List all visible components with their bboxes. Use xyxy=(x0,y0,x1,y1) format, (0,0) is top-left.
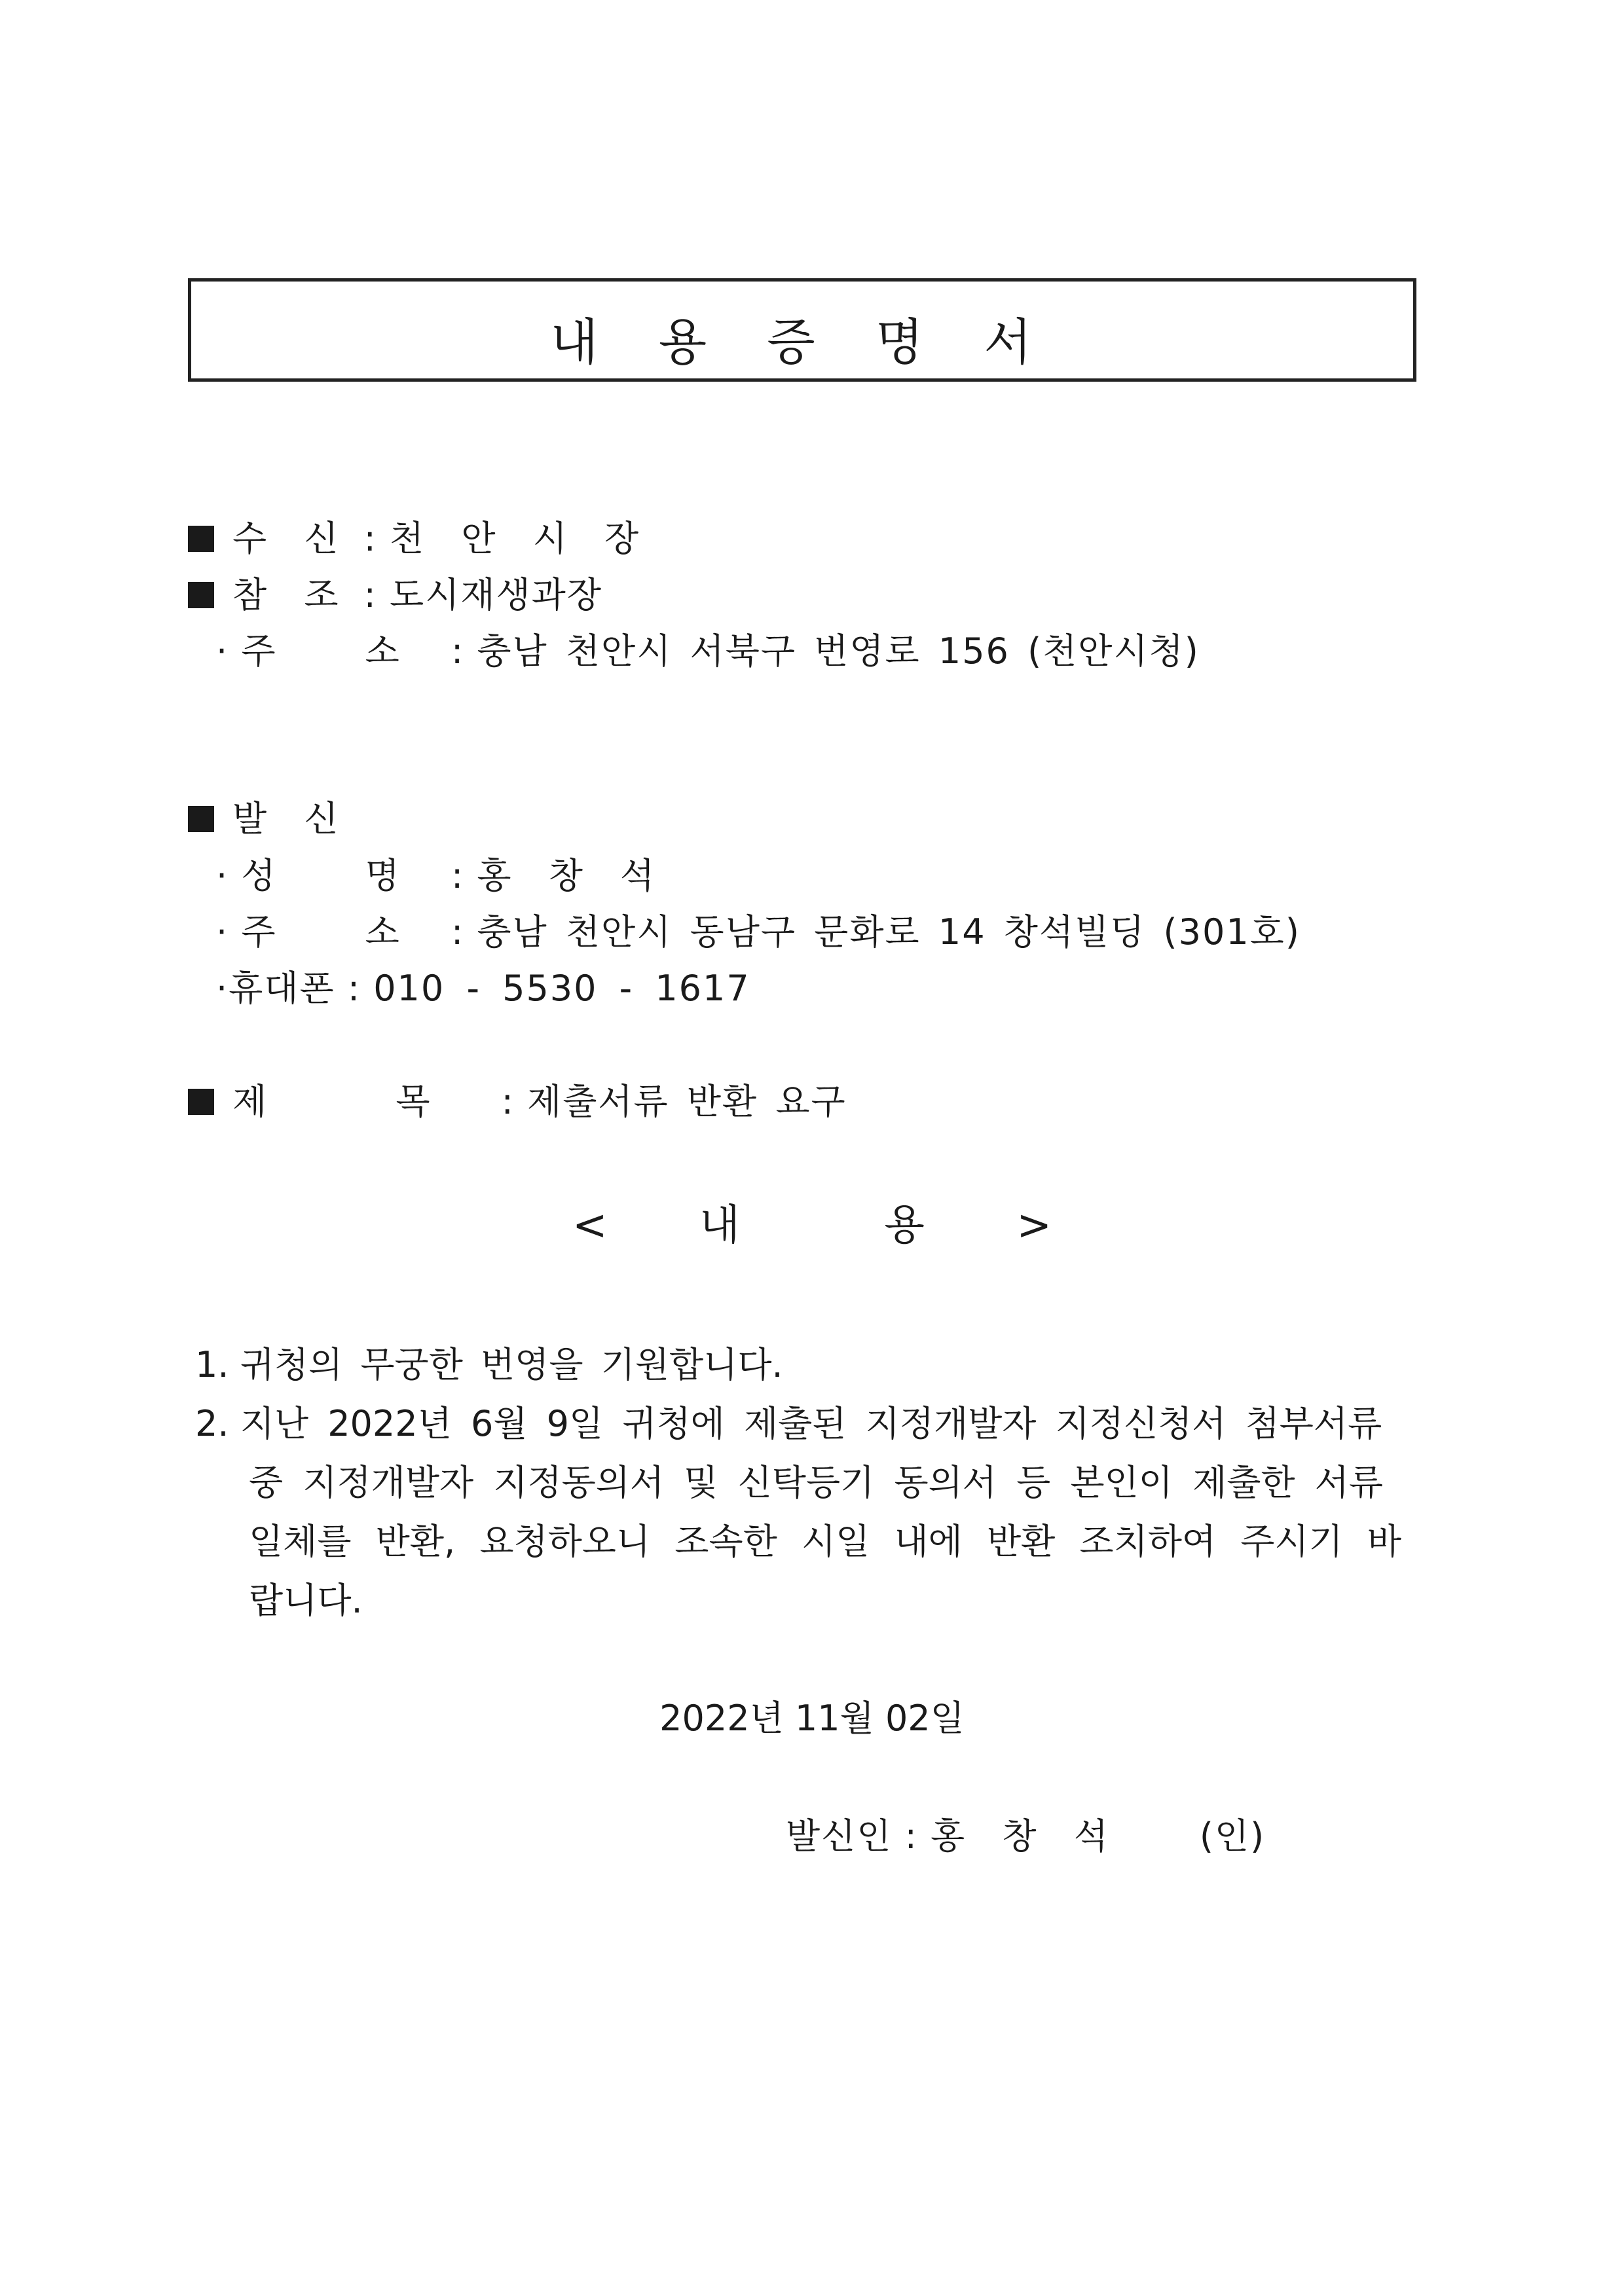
square-bullet-icon xyxy=(188,1089,214,1115)
heading-close: > xyxy=(1016,1201,1052,1250)
sender-address-label: 주 소 xyxy=(241,911,439,953)
square-bullet-icon xyxy=(188,526,214,552)
sender-name-value: 홍 창 석 xyxy=(477,855,668,896)
document-title: 내 용 증 명 서 xyxy=(550,313,1054,371)
heading-open: < xyxy=(572,1201,608,1250)
recipient-address-value: 충남 천안시 서북구 번영로 156 (천안시청) xyxy=(477,630,1200,672)
list-item-2-line-3 xyxy=(249,1512,1401,1571)
sender-address-value: 충남 천안시 동남구 문화로 14 창석빌딩 (301호) xyxy=(477,911,1301,953)
sender-phone-label: 휴대폰 xyxy=(229,968,335,1009)
signature-row: 발신인 : 홍 창 석 (인) xyxy=(786,1815,1266,1857)
subject-row: 제 목 : 제출서류 반환 요구 xyxy=(188,1074,847,1124)
item-number: 2. xyxy=(195,1403,229,1444)
ref-value: 도시재생과장 xyxy=(390,574,603,615)
sender-header: 발 신 xyxy=(232,798,352,839)
sender-name-label: 성 명 xyxy=(241,855,439,896)
middle-dot-icon: · xyxy=(216,855,229,896)
list-item-1 xyxy=(195,1336,783,1394)
to-value: 천 안 시 장 xyxy=(390,518,652,559)
recipient-address-row: · 주 소 : 충남 천안시 서북구 번영로 156 (천안시청) xyxy=(216,623,1200,674)
content-heading xyxy=(0,1192,1624,1252)
heading-word2: 용 xyxy=(884,1201,925,1250)
seal-mark: (인) xyxy=(1199,1815,1266,1857)
heading-word1: 내 xyxy=(699,1201,740,1250)
sender-phone-value: 010 - 5530 - 1617 xyxy=(373,968,750,1009)
list-item-2-line-4 xyxy=(249,1571,363,1630)
sender-name-row: · 성 명 : 홍 창 석 xyxy=(216,848,667,898)
sender-header-row xyxy=(188,791,352,841)
recipient-to-row: 수 신 : 천 안 시 장 xyxy=(188,511,652,561)
document-date: 2022년 11월 02일 xyxy=(659,1698,965,1739)
item-line: 귀청의 무궁한 번영을 기원합니다. xyxy=(240,1344,783,1385)
recipient-address-label: 주 소 xyxy=(241,630,439,672)
item-line: 중 지정개발자 지정동의서 및 신탁등기 동의서 등 본인이 제출한 서류 xyxy=(249,1462,1384,1503)
ref-label: 참 조 xyxy=(232,574,352,615)
list-item-2 xyxy=(195,1394,1382,1453)
square-bullet-icon xyxy=(188,806,214,832)
square-bullet-icon xyxy=(188,582,214,608)
signature-label: 발신인 xyxy=(786,1815,893,1857)
middle-dot-icon: · xyxy=(216,630,229,672)
title-box xyxy=(188,278,1416,382)
signature-name: 홍 창 석 xyxy=(931,1815,1121,1857)
subject-label: 제 목 xyxy=(232,1081,489,1122)
list-item-2-line-2 xyxy=(249,1453,1383,1512)
to-label: 수 신 xyxy=(232,518,352,559)
sender-phone-row: ·휴대폰 : 010 - 5530 - 1617 xyxy=(216,968,750,1009)
item-number: 1. xyxy=(195,1344,229,1385)
middle-dot-icon: · xyxy=(216,968,229,1009)
item-line: 지난 2022년 6월 9일 귀청에 제출된 지정개발자 지정신청서 첨부서류 xyxy=(240,1403,1382,1444)
item-line: 랍니다. xyxy=(249,1580,363,1621)
item-line: 일체를 반환, 요청하오니 조속한 시일 내에 반환 조치하여 주시기 바 xyxy=(249,1521,1402,1562)
middle-dot-icon: · xyxy=(216,911,229,953)
subject-value: 제출서류 반환 요구 xyxy=(527,1081,847,1122)
sender-address-row: · 주 소 : 충남 천안시 동남구 문화로 14 창석빌딩 (301호) xyxy=(216,904,1301,955)
recipient-ref-row: 참 조 : 도시재생과장 xyxy=(188,567,602,617)
